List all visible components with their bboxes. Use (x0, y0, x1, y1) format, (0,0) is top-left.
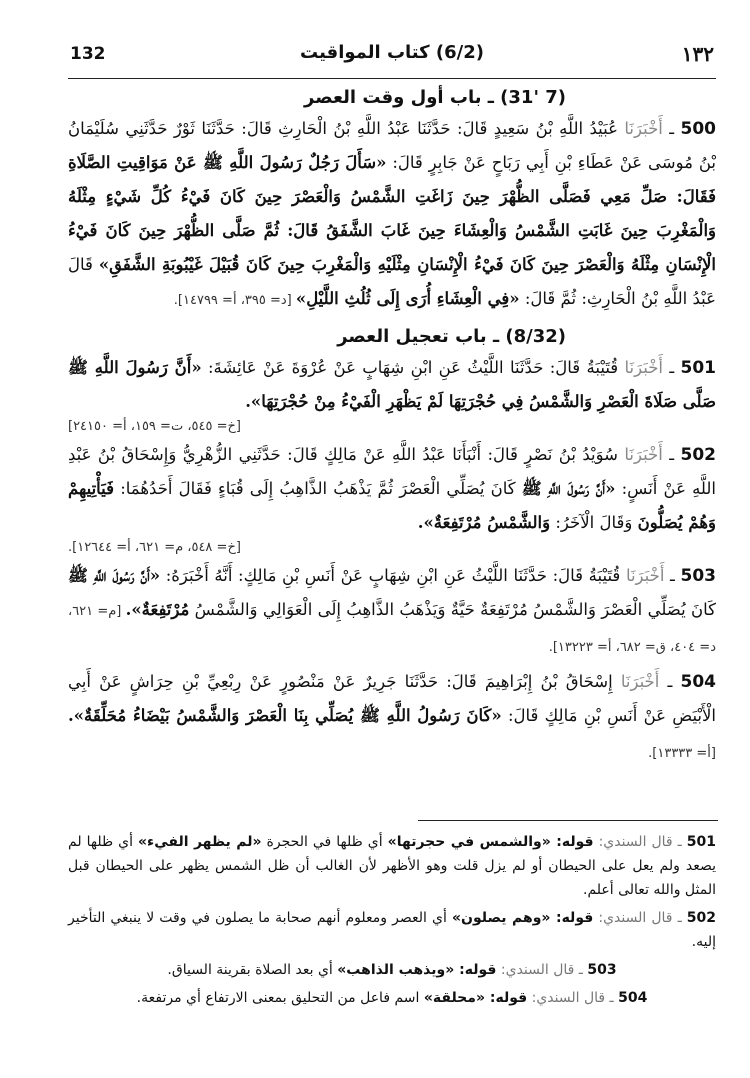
commentator: ـ قال السندي: (593, 834, 687, 850)
text: قوله: (550, 834, 594, 850)
text: ـ (662, 445, 681, 464)
text: وَقَالَ الْآخَرُ: (550, 513, 638, 532)
footnotes (68, 826, 716, 1014)
text: قوله: (485, 990, 528, 1006)
akhbarana-word: أَخْبَرَنَا (625, 566, 665, 585)
text: ـ (663, 358, 681, 377)
page-header (68, 38, 716, 79)
hadith-503 (68, 559, 716, 665)
matn-text: «أَنَّ رَسُولَ اللَّهِ ﷺ (68, 566, 161, 585)
text: قوله: (550, 910, 594, 926)
footnote-divider (418, 820, 718, 821)
quote: «لم يظهر الفيء» (138, 834, 262, 850)
text: ـ (662, 119, 681, 138)
akhbarana-word: أَخْبَرَنَا (624, 358, 664, 377)
reference: [أ= ١٣٣٣٣]. (648, 746, 716, 761)
commentator: ـ قال السندي: (496, 962, 588, 978)
text: قَالَ عَبْدُ اللَّهِ بْنُ الْحَارِثِ: ثُمَّ قَالَ: (68, 255, 716, 308)
hadith-501 (68, 351, 716, 419)
text: أي ظلها لم يصعد ولم يعل على الحيطان أو لم يزل قلت وهو الأظهر لأن الغالب أن ظل الشمس يظهر على الحيطان قبل المثل والله تعالى أعلم. (68, 834, 716, 898)
reference: [خ= ٥٤٥، ت= ١٥٩، أ= ٢٤١٥٠] (68, 419, 241, 434)
footnote-504 (68, 986, 716, 1010)
footnote-number: 504 (618, 990, 648, 1006)
hadith-number: 504 (680, 672, 716, 692)
chapter-heading-2: (8/32) ـ باب تعجيل العصر (337, 326, 566, 347)
isnad-text: إِسْحَاقُ بْنُ إِبْرَاهِيمَ قَالَ: حَدَّثَنَا جَرِيرٌ عَنْ مَنْصُورٍ عَنْ رِبْعِيِّ بْنِ حِرَاشٍ عَنْ أَبِي الْأَبْيَضِ عَنْ أَنَسِ بْنِ مَالِكٍ قَالَ: (68, 672, 717, 725)
hadith-number: 500 (680, 119, 717, 139)
text: أي ظلها في الحجرة (261, 834, 388, 850)
matn-text: «أَنَّ رَسُولَ اللَّهِ ﷺ (68, 358, 202, 377)
quote: «وهم يصلون» (451, 910, 551, 926)
matn-text: «أَنَّ رَسُولَ اللَّهِ ﷺ (521, 479, 616, 498)
matn-text: وَالشَّمْسُ مُرْتَفِعَةٌ». (417, 513, 551, 532)
text: اسم فاعل من التحليق بمعنى الارتفاع أي مرتفعة. (136, 990, 424, 1006)
page-number-latin: 132 (70, 44, 106, 64)
isnad-text: سُوَيْدُ بْنُ نَصْرٍ قَالَ: أَنْبَأَنَا عَبْدُ اللَّهِ عَنْ مَالِكٍ قَالَ: حَدَّثَنِي الزُّهْرِيُّ وَإِسْحَاقُ بْنُ عَبْدِ اللَّهِ عَنْ أَنَسٍ: (68, 445, 716, 498)
hadith-504 (68, 665, 716, 771)
matn-text: صَلَّى صَلَاةَ الْعَصْرِ وَالشَّمْسُ فِي حُجْرَتِهَا لَمْ يَظْهَرِ الْفَيْءُ مِنْ حُجْرَتِهَا». (245, 392, 716, 411)
isnad-text: قُتَيْبَةُ قَالَ: حَدَّثَنَا اللَّيْثُ عَنِ ابْنِ شِهَابٍ عَنْ عُرْوَةَ عَنْ عَائِشَةَ: (201, 358, 625, 377)
quote: «والشمس في حجرتها» (387, 834, 551, 850)
footnote-502 (68, 906, 716, 954)
hadith-number: 503 (680, 566, 717, 586)
reference: [م= ٦٢١، د= ٤٠٤، ق= ٦٨٢، أ= ١٣٢٢٣]. (68, 604, 716, 655)
text: ـ (659, 672, 681, 691)
hadith-number: 502 (680, 445, 716, 465)
text: كَانَ يُصَلِّي الْعَصْرَ ثُمَّ يَذْهَبُ الذَّاهِبُ إِلَى قُبَاءٍ فَقَالَ أَحَدُهُمَا: (114, 479, 522, 498)
akhbarana-word: أَخْبَرَنَا (620, 672, 660, 691)
page (68, 38, 716, 1048)
footnote-number: 502 (686, 910, 716, 926)
footnote-number: 501 (686, 834, 717, 850)
text: قوله: (454, 962, 497, 978)
matn-text: فَيَأْتِيهِمْ وَهُمْ يُصَلُّونَ (68, 479, 716, 532)
footnote-501 (68, 830, 716, 902)
quote: «ويذهب الذاهب» (337, 962, 455, 978)
isnad-text: قُتَيْبَةُ قَالَ: حَدَّثَنَا اللَّيْثُ عَنِ ابْنِ شِهَابٍ عَنْ أَنَسِ بْنِ مَالِكٍ: أَنَّهُ أَخْبَرَهُ: (160, 566, 626, 585)
matn-text: «كَانَ رَسُولُ اللَّهِ ﷺ يُصَلِّي بِنَا الْعَصْرَ وَالشَّمْسُ بَيْضَاءُ مُحَلِّقَةٌ». (68, 706, 502, 725)
reference: [خ= ٥٤٨، م= ٦٢١، أ= ١٢٦٤٤]. (68, 540, 241, 555)
text: أي العصر ومعلوم أنهم صحابة ما يصلون في وقت لا ينبغي التأخير إليه. (68, 910, 716, 950)
footnote-number: 503 (587, 962, 617, 978)
chapter-heading-1: (7 '31) ـ باب أول وقت العصر (304, 87, 566, 108)
akhbarana-word: أَخْبَرَنَا (624, 119, 663, 138)
reference: [د= ٣٩٥، أ= ١٤٧٩٩]. (173, 293, 296, 308)
footnote-503 (68, 958, 716, 982)
quote: «محلقة» (423, 990, 485, 1006)
text: ـ (664, 566, 681, 585)
matn-text: «سَأَلَ رَجُلٌ رَسُولَ اللَّهِ ﷺ عَنْ مَوَاقِيتِ الصَّلَاةِ فَقَالَ: صَلِّ مَعِي فَصَلَّى الظُّهْرَ حِينَ زَاغَتِ الشَّمْسُ وَالْعَصْرَ حِينَ كَانَ فَيْءُ كُلِّ شَيْءٍ مِثْلَهُ وَالْمَغْرِبَ حِينَ غَابَتِ الشَّمْسُ وَالْعِشَاءَ حِينَ غَابَ الشَّفَقُ قَالَ: ثُمَّ صَلَّى الظُّهْرَ حِينَ كَانَ فَيْءُ الْإِنْسَانِ مِثْلَهُ وَالْعَصْرَ حِينَ كَانَ فَيْءُ الْإِنْسَانِ مِثْلَيْهِ وَالْمَغْرِبَ حِينَ كَانَ قُبَيْلَ غَيْبُوبَةِ الشَّفَقِ» (68, 153, 716, 274)
akhbarana-word: أَخْبَرَنَا (624, 445, 663, 464)
commentator: ـ قال السندي: (593, 910, 687, 926)
isnad-text: عُبَيْدُ اللَّهِ بْنُ سَعِيدٍ قَالَ: حَدَّثَنَا عَبْدُ اللَّهِ بْنُ الْحَارِثِ قَالَ: حَدَّثَنَا ثَوْرٌ حَدَّثَنِي سُلَيْمَانُ بْنُ مُوسَى عَنْ عَطَاءِ بْنِ أَبِي رَبَاحٍ عَنْ جَابِرٍ قَالَ: (68, 119, 717, 172)
matn-text: مُرْتَفِعَةٌ». (125, 600, 190, 619)
text: كَانَ يُصَلِّي الْعَصْرَ وَالشَّمْسُ مُرْتَفِعَةٌ حَيَّةٌ وَيَذْهَبُ الذَّاهِبُ إِلَى الْعَوَالِي وَالشَّمْسُ (189, 600, 717, 619)
page-number-arabic: ١٣٢ (681, 42, 714, 66)
hadith-500 (68, 112, 716, 318)
hadith-number: 501 (680, 358, 717, 378)
hadith-502 (68, 438, 716, 540)
matn-text: «فِي الْعِشَاءِ أُرَى إِلَى ثُلُثِ اللَّيْلِ» (295, 289, 520, 308)
text: أي بعد الصلاة بقرينة السياق. (167, 962, 338, 978)
running-title: (6/2) كتاب المواقيت (300, 42, 484, 63)
commentator: ـ قال السندي: (527, 990, 619, 1006)
